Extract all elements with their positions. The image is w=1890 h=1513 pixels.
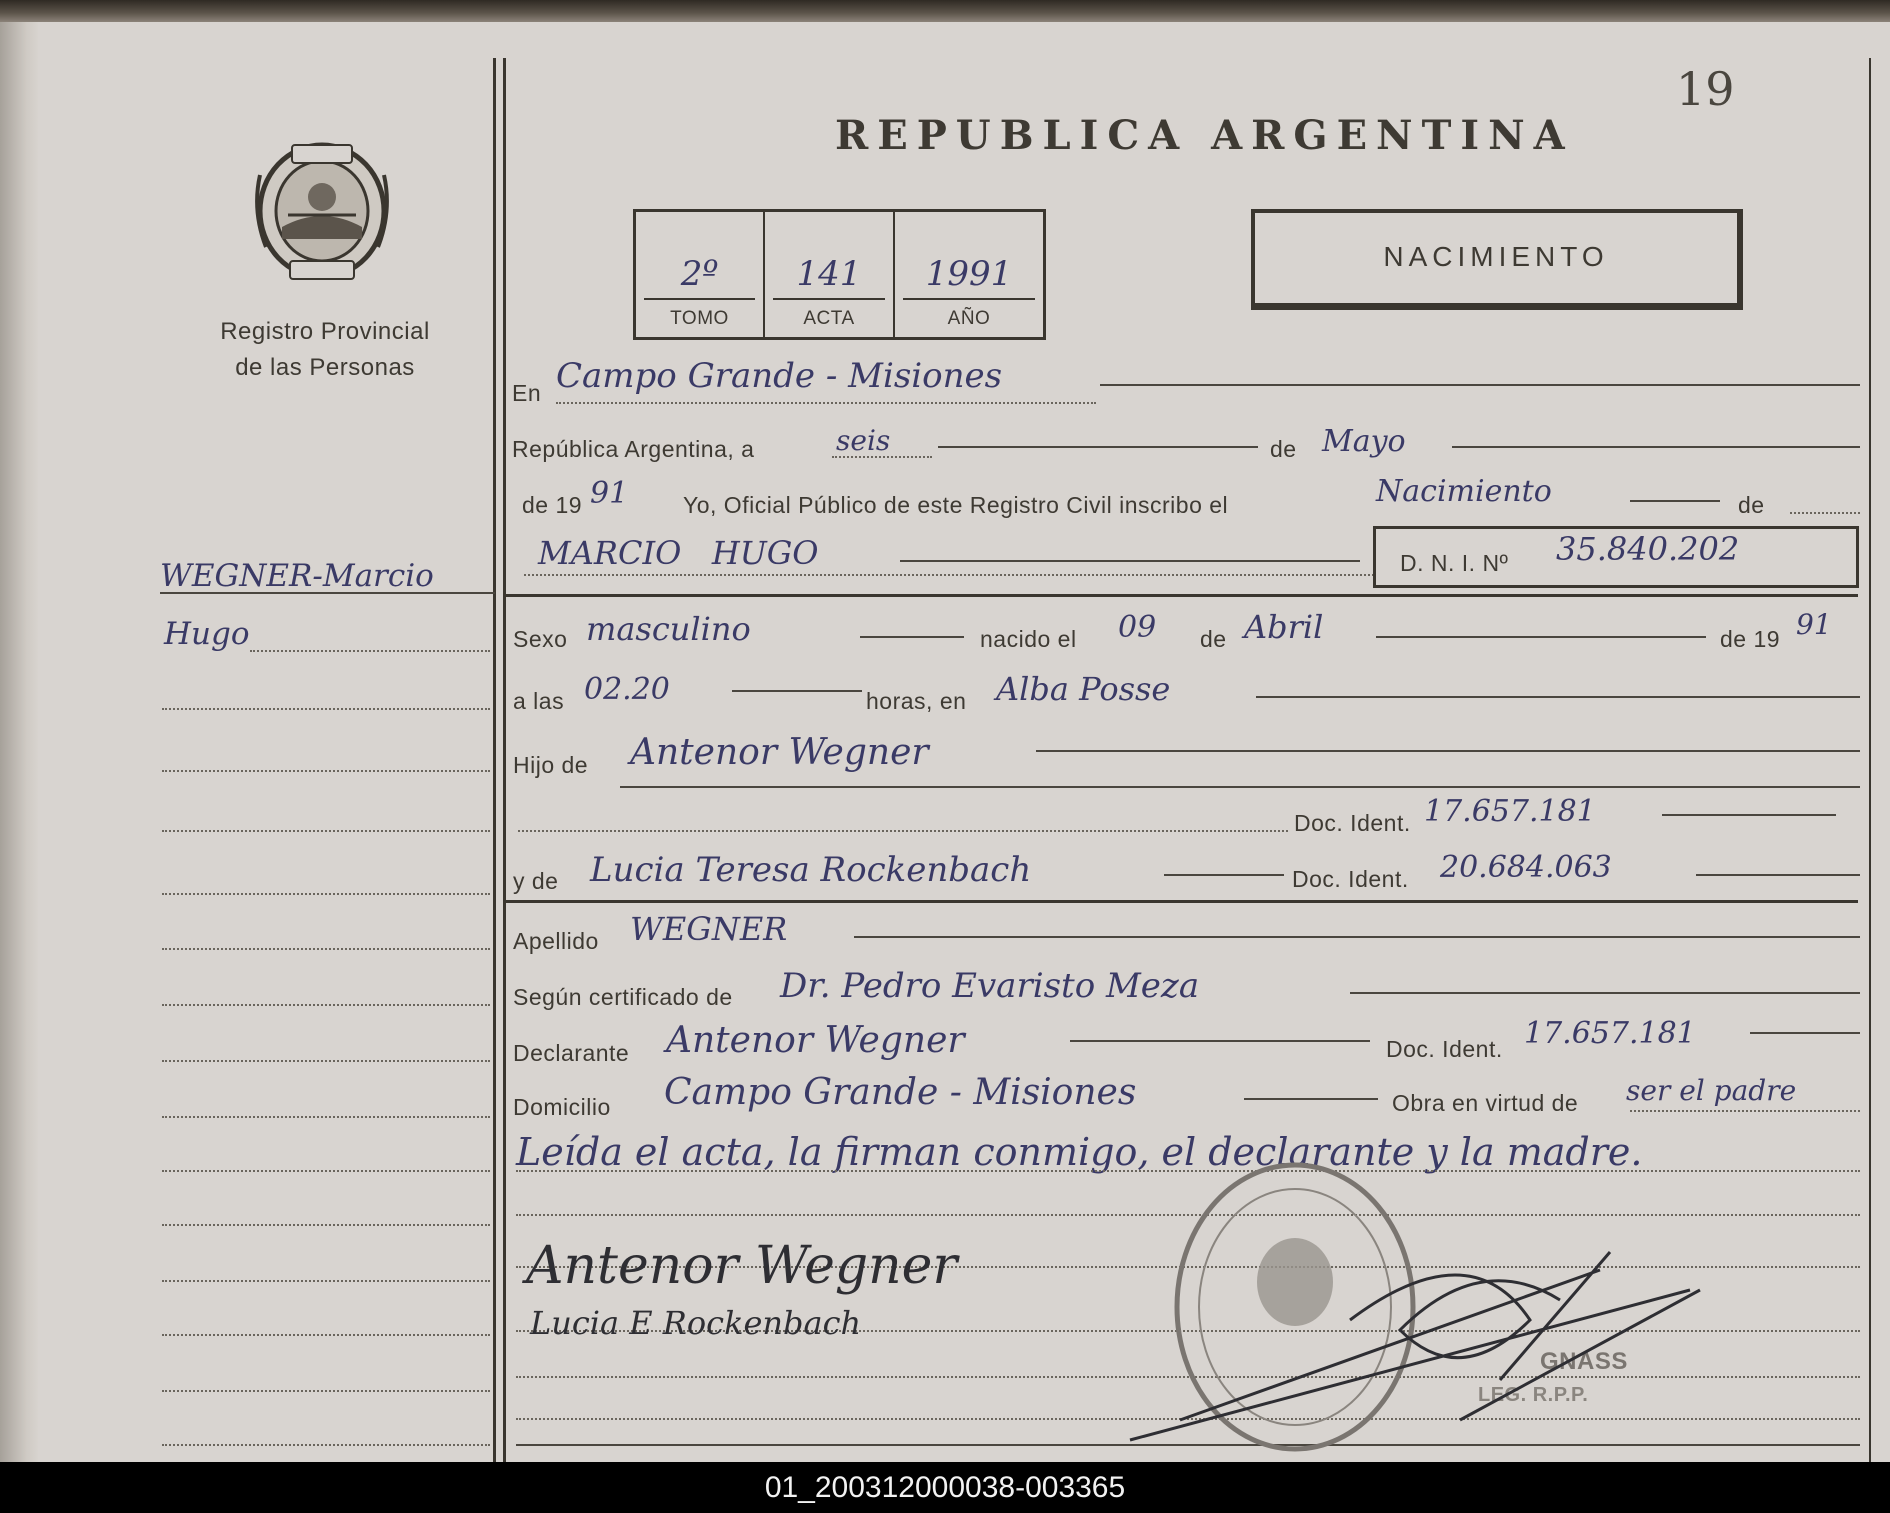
anio-label: AÑO (947, 308, 991, 329)
section-rule (506, 900, 1858, 903)
fill-line (1790, 512, 1860, 514)
main-column-divider (503, 58, 506, 1462)
acta-label: ACTA (803, 308, 855, 329)
mother-doc: 20.684.063 (1440, 850, 1612, 885)
doctor-value: Dr. Pedro Evaristo Meza (780, 966, 1200, 1006)
birth-day: 09 (1118, 610, 1157, 645)
tomo-underline (644, 298, 755, 300)
fill-line (1662, 814, 1836, 816)
label-apellido: Apellido (513, 928, 599, 954)
event-value: Nacimiento (1376, 474, 1552, 509)
signature-mother: Lucia E Rockenbach (530, 1304, 862, 1342)
label-sexo: Sexo (513, 626, 568, 652)
left-column-divider (493, 58, 496, 1462)
month-value: Mayo (1322, 424, 1406, 459)
fill-line (1164, 874, 1284, 876)
day-value: seis (836, 424, 891, 457)
anio-value: 1991 (925, 254, 1013, 294)
margin-dotted-line (162, 830, 490, 832)
stamp-name: GNASS (1540, 1348, 1628, 1375)
label-de2: de (1738, 492, 1765, 518)
father-doc: 17.657.181 (1424, 794, 1596, 829)
label-declarante: Declarante (513, 1040, 630, 1066)
label-segun: Según certificado de (513, 984, 733, 1010)
fill-line (1256, 696, 1860, 698)
birth-month: Abril (1244, 608, 1324, 646)
fill-line (1350, 992, 1860, 994)
fill-line (1070, 1040, 1370, 1042)
image-caption: 01_200312000038-003365 (0, 1462, 1890, 1513)
fill-line (620, 786, 1860, 788)
record-type: NACIMIENTO (1383, 241, 1609, 272)
fill-line (1750, 1032, 1860, 1034)
fill-line (1696, 874, 1860, 876)
margin-note-line2: Hugo (164, 616, 250, 652)
mother-name: Lucia Teresa Rockenbach (590, 850, 1032, 890)
fill-line (938, 446, 1258, 448)
fill-line (524, 574, 1374, 576)
page-binding (0, 22, 38, 1462)
domicilio-value: Campo Grande - Misiones (664, 1072, 1137, 1113)
fill-line (860, 636, 964, 638)
registry-line2: de las Personas (235, 354, 415, 381)
declarante-doc: 17.657.181 (1524, 1016, 1696, 1051)
birth-place: Alba Posse (996, 670, 1171, 708)
margin-dotted-line (162, 708, 490, 710)
label-y-de: y de (513, 868, 559, 894)
label-horas: horas, en (866, 688, 967, 714)
sexo-value: masculino (586, 610, 751, 648)
label-hijo: Hijo de (513, 752, 589, 778)
fill-line (518, 830, 1288, 832)
registry-line1: Registro Provincial (220, 318, 430, 345)
anio-underline (903, 298, 1035, 300)
margin-dotted-line (162, 1170, 490, 1172)
anio-cell (895, 212, 1043, 337)
margin-dotted-line (250, 650, 490, 652)
fill-line (854, 936, 1860, 938)
label-republica: República Argentina, a (512, 436, 755, 462)
label-de: de (1270, 436, 1297, 462)
right-page-border (1869, 58, 1871, 1462)
label-en: En (512, 380, 542, 406)
signature-father: Antenor Wegner (526, 1236, 958, 1296)
page-top-edge (0, 0, 1890, 22)
margin-dotted-line (162, 1280, 490, 1282)
margin-dotted-line (162, 1390, 490, 1392)
label-de-19: de 19 (522, 492, 583, 518)
margin-dotted-line (162, 770, 490, 772)
closing-text: Leída el acta, la firman conmigo, el declarante y la madre. (516, 1130, 1643, 1174)
margin-dotted-line (162, 1224, 490, 1226)
record-reference-box (633, 209, 1046, 340)
fill-line (1244, 1098, 1378, 1100)
fill-line (1100, 384, 1860, 386)
father-name: Antenor Wegner (630, 732, 929, 773)
tomo-value: 2º (680, 254, 719, 294)
stamp-subtitle: LEG. R.P.P. (1478, 1384, 1589, 1406)
label-domicilio: Domicilio (513, 1094, 611, 1120)
label-obra: Obra en virtud de (1392, 1090, 1579, 1116)
fill-line (1036, 750, 1860, 752)
fill-line (832, 456, 932, 458)
year-suffix: 91 (590, 476, 629, 511)
margin-rule (160, 592, 495, 594)
tomo-cell (636, 212, 765, 337)
declarante-value: Antenor Wegner (666, 1020, 965, 1061)
fill-line (1630, 500, 1720, 502)
margin-dotted-line (162, 1444, 490, 1446)
margin-dotted-line (162, 1116, 490, 1118)
apellido-value: WEGNER (630, 910, 788, 948)
acta-cell (765, 212, 895, 337)
acta-underline (773, 298, 885, 300)
tomo-label: TOMO (670, 308, 729, 329)
official-stamp-icon (1160, 1152, 1430, 1462)
margin-dotted-line (162, 893, 490, 895)
label-doc3: Doc. Ident. (1386, 1036, 1503, 1062)
registry-name (190, 314, 460, 386)
margin-dotted-line (162, 1060, 490, 1062)
child-name: MARCIO HUGO (538, 534, 819, 572)
folio-number: 19 (1676, 62, 1735, 116)
officer-text: Yo, Oficial Público de este Registro Civil inscribo el (683, 492, 1229, 518)
margin-dotted-line (162, 1334, 490, 1336)
time-value: 02.20 (584, 672, 670, 707)
dni-value: 35.840.202 (1556, 530, 1740, 568)
label-de3: de (1200, 626, 1227, 652)
margin-dotted-line (162, 1004, 490, 1006)
label-nacido: nacido el (980, 626, 1077, 652)
document-title: REPUBLICA ARGENTINA (835, 112, 1574, 159)
fill-line (1452, 446, 1860, 448)
acta-value: 141 (796, 254, 862, 294)
section-rule (506, 594, 1858, 597)
record-type-box (1251, 209, 1743, 310)
label-dni: D. N. I. Nº (1400, 550, 1509, 576)
fill-line (732, 690, 862, 692)
label-doc2: Doc. Ident. (1292, 866, 1409, 892)
fill-line (556, 402, 1096, 404)
margin-note-line1: WEGNER-Marcio (160, 558, 434, 594)
obra-value: ser el padre (1626, 1074, 1797, 1107)
label-a-las: a las (513, 688, 565, 714)
label-de19-2: de 19 (1720, 626, 1781, 652)
fill-line (1630, 1110, 1860, 1112)
place-value: Campo Grande - Misiones (556, 356, 1003, 396)
fill-line (900, 560, 1360, 562)
birth-year-suffix: 91 (1796, 608, 1832, 641)
label-doc1: Doc. Ident. (1294, 810, 1411, 836)
province-seal-icon (252, 135, 392, 287)
margin-dotted-line (162, 948, 490, 950)
fill-line (1376, 636, 1706, 638)
